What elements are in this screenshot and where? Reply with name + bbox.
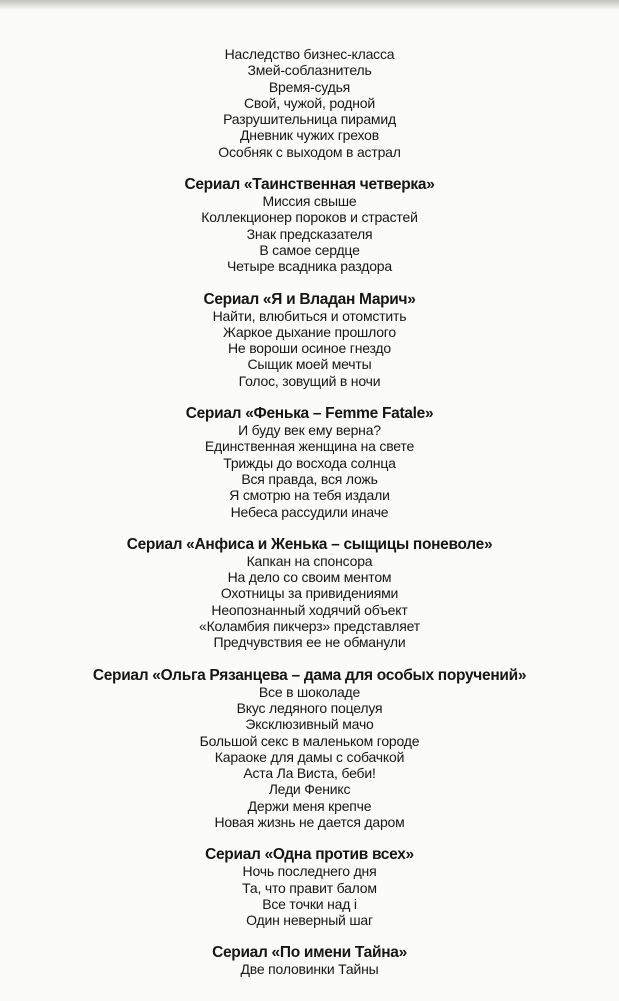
book-title: Аста Ла Виста, беби! — [243, 765, 376, 782]
book-title: Трижды до восхода солнца — [223, 454, 396, 471]
book-title: Миссия свыше — [262, 193, 357, 210]
book-title: Та, что правит балом — [242, 879, 377, 896]
series-section — [0, 667, 619, 831]
book-title: Леди Феникс — [268, 781, 351, 798]
series-sections — [0, 176, 619, 978]
series-header: Сериал «Ольга Рязанцева – дама для особых поручений» — [92, 666, 527, 684]
book-title: Змей-соблазнитель — [247, 62, 372, 79]
book-title: Сыщик моей мечты — [247, 356, 372, 373]
book-title: Караоке для дамы с собачкой — [214, 748, 405, 765]
book-title: Найти, влюбиться и отомстить — [212, 307, 407, 324]
book-title: Капкан на спонсора — [246, 552, 373, 569]
book-title: Дневник чужих грехов — [240, 127, 379, 144]
book-title: Голос, зовущий в ночи — [238, 372, 381, 389]
book-title: Единственная женщина на свете — [204, 438, 415, 455]
book-title: Держи меня крепче — [247, 797, 372, 814]
book-title: Большой секс в маленьком городе — [199, 732, 420, 749]
book-title: Предчувствия ее не обманули — [213, 634, 406, 651]
book-title: «Коламбия пикчерз» представляет — [199, 618, 420, 635]
book-title: Коллекционер пороков и страстей — [201, 209, 418, 226]
series-header: Сериал «Я и Владан Марич» — [203, 290, 416, 308]
book-title: Вся правда, вся ложь — [241, 470, 378, 487]
book-title: Особняк с выходом в астрал — [218, 143, 401, 160]
book-title: Не вороши осиное гнездо — [228, 340, 391, 357]
book-title: Эксклюзивный мачо — [245, 716, 374, 733]
series-section — [0, 405, 619, 520]
book-title: На дело со своим ментом — [227, 569, 392, 586]
book-title: Неопознанный ходячий объект — [211, 601, 408, 618]
book-title: Ночь последнего дня — [242, 863, 377, 880]
series-section — [0, 846, 619, 928]
book-title: В самое сердце — [259, 241, 360, 258]
book-title: Две половинки Тайны — [240, 961, 379, 978]
book-title: Жаркое дыхание прошлого — [223, 323, 396, 340]
book-title: Разрушительница пирамид — [223, 111, 396, 128]
series-header: Сериал «Анфиса и Женька – сыщицы поневоле» — [126, 535, 493, 553]
book-title: Небеса рассудили иначе — [230, 503, 389, 520]
series-header: Сериал «По имени Тайна» — [212, 944, 407, 962]
book-title: Все точки над i — [262, 895, 357, 912]
book-title: Четыре всадника раздора — [227, 258, 392, 275]
book-title: Время-судья — [268, 78, 351, 95]
book-title: И буду век ему верна? — [238, 422, 381, 439]
book-title: Наследство бизнес-класса — [224, 46, 395, 62]
series-header: Сериал «Фенька – Femme Fatale» — [185, 405, 434, 423]
series-section — [0, 176, 619, 274]
book-title: Я смотрю на тебя издали — [229, 487, 390, 504]
series-section — [0, 536, 619, 651]
series-section — [0, 291, 619, 389]
standalone-titles-list — [0, 46, 619, 160]
book-title: Один неверный шаг — [246, 912, 373, 929]
book-title: Охотницы за привидениями — [220, 585, 399, 602]
book-title: Все в шоколаде — [258, 683, 361, 700]
book-title: Новая жизнь не дается даром — [214, 813, 405, 830]
book-title: Знак предсказателя — [246, 225, 373, 242]
book-title: Свой, чужой, родной — [244, 94, 375, 111]
series-header: Сериал «Одна против всех» — [205, 846, 414, 864]
series-header: Сериал «Таинственная четверка» — [184, 176, 435, 194]
series-section — [0, 944, 619, 977]
book-title: Вкус ледяного поцелуя — [236, 699, 383, 716]
